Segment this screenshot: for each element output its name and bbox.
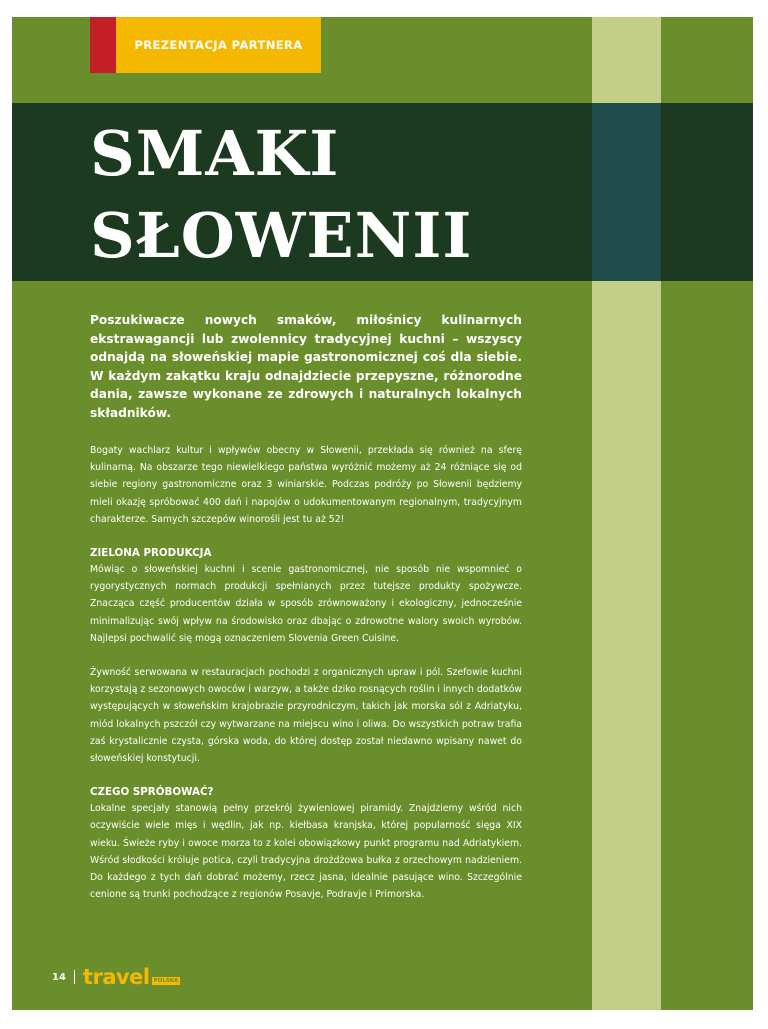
page-number: 14	[52, 971, 66, 983]
title-bar-accent	[592, 103, 661, 281]
page-footer	[52, 965, 180, 989]
section1-paragraph-2: Żywność serwowana w restauracjach pochodzi z organicznych upraw i pól. Szefowie kuchni korzystają z sezonowych owoców i warzyw, a także dziko rosnących roślin i innych dodatków występujących w słoweńskim krajobrazie przyrodniczym, takich jak morska sól z Adriatyku, miód lokalnych pszczół czy wytwarzane na miejscu wino i oliwa. Do wszystkich potraw trafia zaś krystalicznie czysta, górska woda, do której dostęp został niedawno wpisany nawet do słoweńskiej konstytucji.	[90, 667, 522, 765]
section-heading-green-production: ZIELONA PRODUKCJA	[90, 547, 212, 560]
page-title	[90, 113, 472, 277]
section2-paragraph-1: Lokalne specjały stanowią pełny przekrój żywieniowej piramidy. Znajdziemy wśród nich oczywiście wiele mięs i wędlin, jak np. kiełbasa kranjska, której popularność sięga XIX wieku. Świeże ryby i owoce morza to z kolei obowiązkowy punkt programu nad Adriatykiem. Wśród słodkości króluje potica, czyli tradycyjna drożdżowa bułka z orzechowym nadzieniem. Do każdego z tych dań dobrać możemy, rzecz jasna, idealnie pasujące wino. Szczególnie cenione są trunki pochodzące z regionów Posavje, Podravje i Primorska.	[90, 803, 522, 901]
magazine-page	[12, 17, 753, 1010]
title-line-2: SŁOWENII	[90, 199, 473, 272]
section1-paragraph-1: Mówiąc o słoweńskiej kuchni i scenie gastronomicznej, nie sposób nie wspomnieć o rygorystycznych normach produkcji spełnianych przez tutejsze produkty spożywcze. Znacząca część producentów działa w sposób zrównoważony i ekologiczny, jednocześnie minimalizując swój wpływ na środowisko oraz dbając o zdrowotne walory swoich wyrobów. Najlepsi pochwalić się mogą oznaczeniem Slovenia Green Cuisine.	[90, 564, 522, 644]
travel-logo	[83, 966, 180, 988]
footer-divider	[74, 970, 75, 984]
article-body	[90, 311, 522, 903]
title-line-1: SMAKI	[90, 117, 340, 190]
partner-tag-label: PREZENTACJA PARTNERA	[134, 38, 303, 52]
lead-paragraph: Poszukiwacze nowych smaków, miłośnicy kulinarnych ekstrawagancji lub zwolennicy tradycyjnej kuchni – wszyscy odnajdą na słoweńskiej mapie gastronomicznej coś dla siebie. W każdym zakątku kraju odnajdziecie przepyszne, różnorodne dania, zawsze wykonane ze zdrowych i naturalnych lokalnych składników.	[90, 313, 522, 420]
partner-tag	[116, 17, 321, 73]
section-heading-what-to-try: CZEGO SPRÓBOWAĆ?	[90, 786, 214, 799]
decorative-red-block	[90, 17, 116, 73]
logo-wordmark: travel	[82, 965, 150, 989]
intro-paragraph: Bogaty wachlarz kultur i wpływów obecny w Słowenii, przekłada się również na sferę kulinarną. Na obszarze tego niewielkiego państwa wyróżnić możemy aż 24 różniące się od siebie regiony gastronomiczne oraz 3 winiarskie. Podczas podróży po Słowenii będziemy mieli okazję spróbować 400 dań i napojów o udokumentowanym regionalnym, tradycyjnym charakterze. Samych szczepów winorośli jest tu aż 52!	[90, 445, 522, 525]
logo-subtitle: POLSKA	[153, 978, 179, 984]
